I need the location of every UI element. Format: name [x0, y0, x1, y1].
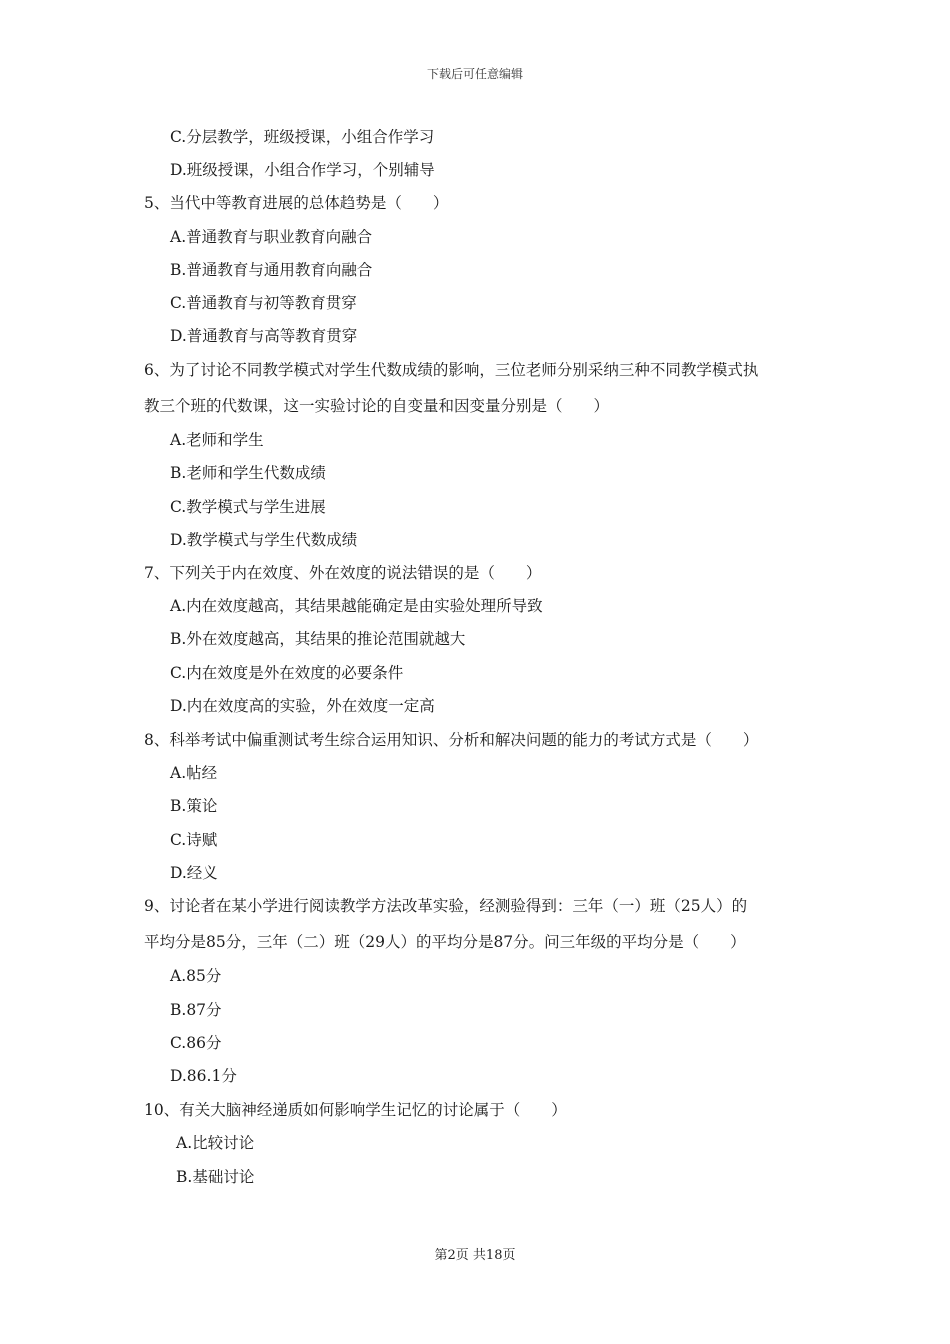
- option-9b: B.87分: [170, 1001, 222, 1019]
- question-7: 7、下列关于内在效度、外在效度的说法错误的是（ ）: [144, 564, 542, 582]
- option-9a: A.85分: [170, 967, 222, 985]
- page-header: 下载后可任意编辑: [426, 67, 523, 81]
- option-6a: A.老师和学生: [170, 431, 264, 449]
- option-9c: C.86分: [170, 1034, 222, 1052]
- option-5d: D.普通教育与高等教育贯穿: [170, 327, 358, 345]
- option-5b: B.普通教育与通用教育向融合: [170, 261, 373, 279]
- option-4c: C.分层教学，班级授课，小组合作学习: [170, 128, 435, 146]
- question-8: 8、科举考试中偏重测试考生综合运用知识、分析和解决问题的能力的考试方式是（ ）: [144, 731, 759, 749]
- question-10: 10、有关大脑神经递质如何影响学生记忆的讨论属于（ ）: [144, 1101, 567, 1119]
- option-8c: C.诗赋: [170, 831, 218, 849]
- option-10b: B.基础讨论: [176, 1168, 255, 1186]
- option-7d: D.内在效度高的实验，外在效度一定高: [170, 697, 435, 715]
- question-5: 5、当代中等教育进展的总体趋势是（ ）: [144, 194, 449, 212]
- question-6-line1: 6、为了讨论不同教学模式对学生代数成绩的影响，三位老师分别采纳三种不同教学模式执: [144, 361, 759, 379]
- option-7c: C.内在效度是外在效度的必要条件: [170, 664, 404, 682]
- question-9-line2: 平均分是85分，三年（二）班（29人）的平均分是87分。问三年级的平均分是（ ）: [144, 933, 746, 951]
- option-6d: D.教学模式与学生代数成绩: [170, 531, 358, 549]
- question-6-line2: 教三个班的代数课，这一实验讨论的自变量和因变量分别是（ ）: [144, 397, 610, 415]
- page-footer: 第2页 共18页: [434, 1248, 516, 1263]
- option-8b: B.策论: [170, 797, 218, 815]
- option-7b: B.外在效度越高，其结果的推论范围就越大: [170, 630, 466, 648]
- option-9d: D.86.1分: [170, 1067, 237, 1085]
- option-4d: D.班级授课，小组合作学习，个别辅导: [170, 161, 435, 179]
- option-6c: C.教学模式与学生进展: [170, 498, 326, 516]
- option-5a: A.普通教育与职业教育向融合: [170, 228, 373, 246]
- question-9-line1: 9、讨论者在某小学进行阅读教学方法改革实验，经测验得到：三年（一）班（25人）的: [144, 897, 748, 915]
- option-6b: B.老师和学生代数成绩: [170, 464, 326, 482]
- option-10a: A.比较讨论: [176, 1134, 255, 1152]
- option-7a: A.内在效度越高，其结果越能确定是由实验处理所导致: [170, 597, 543, 615]
- option-8d: D.经义: [170, 864, 218, 882]
- option-8a: A.帖经: [170, 764, 218, 782]
- option-5c: C.普通教育与初等教育贯穿: [170, 294, 357, 312]
